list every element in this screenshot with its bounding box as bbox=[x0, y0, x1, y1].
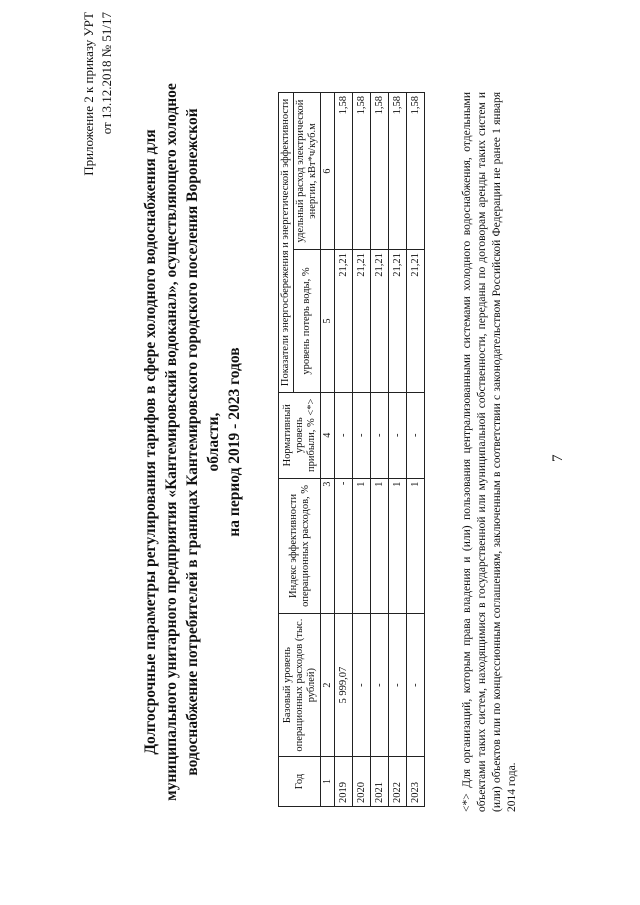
cell-efficiency-index: 1 bbox=[407, 478, 425, 614]
column-index: 1 bbox=[321, 757, 335, 807]
cell-profit-level: - bbox=[407, 392, 425, 478]
table-row bbox=[407, 93, 425, 807]
header-year: Год bbox=[279, 757, 321, 807]
cell-power-consumption: 1,58 bbox=[407, 93, 425, 250]
cell-efficiency-index: 1 bbox=[389, 478, 407, 614]
column-index: 2 bbox=[321, 614, 335, 757]
cell-profit-level: - bbox=[353, 392, 371, 478]
cell-water-loss: 21,21 bbox=[407, 250, 425, 393]
column-index: 5 bbox=[321, 250, 335, 393]
column-index: 4 bbox=[321, 392, 335, 478]
cell-water-loss: 21,21 bbox=[353, 250, 371, 393]
cell-power-consumption: 1,58 bbox=[353, 93, 371, 250]
cell-year: 2023 bbox=[407, 757, 425, 807]
cell-year: 2020 bbox=[353, 757, 371, 807]
cell-power-consumption: 1,58 bbox=[335, 93, 353, 250]
table-row bbox=[371, 93, 389, 807]
title-line-4: на период 2019 - 2023 годов bbox=[226, 347, 243, 537]
cell-efficiency-index: - bbox=[335, 478, 353, 614]
title-line-2: муниципального унитарного предприятия «Кантемировский водоканал», осуществляющего холодное bbox=[163, 83, 180, 801]
column-index: 6 bbox=[321, 93, 335, 250]
footnote: <*> Для организаций, которым права владения и (или) пользования централизованными системами холодного водоснабжения, отдельными объектами таких систем, находящимися в государственной или муниципальной собственности, переданы по договорам аренды таких систем и (или) объектов или по концессионным соглашениям, заключенным в соответствии с законодательством Российской Федерации не ранее 1 января 2014 года. bbox=[461, 92, 518, 812]
cell-base-level: - bbox=[353, 614, 371, 757]
appendix-line-1: Приложение 2 к приказу УРТ bbox=[81, 12, 96, 176]
cell-profit-level: - bbox=[371, 392, 389, 478]
cell-year: 2022 bbox=[389, 757, 407, 807]
title-line-1: Долгосрочные параметры регулирования тарифов в сфере холодного водоснабжения для bbox=[142, 129, 159, 755]
cell-profit-level: - bbox=[335, 392, 353, 478]
header-energy-group: Показатели энергосбережения и энергетической эффективности bbox=[279, 93, 294, 393]
cell-power-consumption: 1,58 bbox=[389, 93, 407, 250]
rotated-content bbox=[20, 12, 620, 882]
cell-base-level: - bbox=[407, 614, 425, 757]
column-index-row bbox=[321, 93, 335, 807]
table-row bbox=[353, 93, 371, 807]
appendix-reference bbox=[80, 12, 116, 232]
cell-base-level: - bbox=[389, 614, 407, 757]
cell-water-loss: 21,21 bbox=[371, 250, 389, 393]
header-efficiency-index: Индекс эффективности операционных расходов, % bbox=[279, 478, 321, 614]
parameters-table bbox=[278, 92, 425, 807]
title-line-3: водоснабжение потребителей в границах Кантемировского городского поселения Воронежской области, bbox=[184, 108, 222, 776]
header-profit-level: Нормативный уровень прибыли, % <*> bbox=[279, 392, 321, 478]
header-power-consumption: удельный расход электрической энергии, кВт*ч/куб.м bbox=[294, 93, 321, 250]
header-water-loss: уровень потерь воды, % bbox=[294, 250, 321, 393]
cell-year: 2019 bbox=[335, 757, 353, 807]
cell-efficiency-index: 1 bbox=[371, 478, 389, 614]
document-title bbox=[140, 82, 245, 802]
cell-year: 2021 bbox=[371, 757, 389, 807]
cell-water-loss: 21,21 bbox=[389, 250, 407, 393]
appendix-line-2: от 13.12.2018 № 51/17 bbox=[99, 12, 114, 135]
page-number: 7 bbox=[550, 454, 566, 462]
cell-efficiency-index: 1 bbox=[353, 478, 371, 614]
cell-profit-level: - bbox=[389, 392, 407, 478]
header-base-level: Базовый уровень операционных расходов (тыс. рублей) bbox=[279, 614, 321, 757]
table-row bbox=[389, 93, 407, 807]
column-index: 3 bbox=[321, 478, 335, 614]
cell-base-level: 5 999,07 bbox=[335, 614, 353, 757]
cell-base-level: - bbox=[371, 614, 389, 757]
cell-water-loss: 21,21 bbox=[335, 250, 353, 393]
table-row bbox=[335, 93, 353, 807]
cell-power-consumption: 1,58 bbox=[371, 93, 389, 250]
